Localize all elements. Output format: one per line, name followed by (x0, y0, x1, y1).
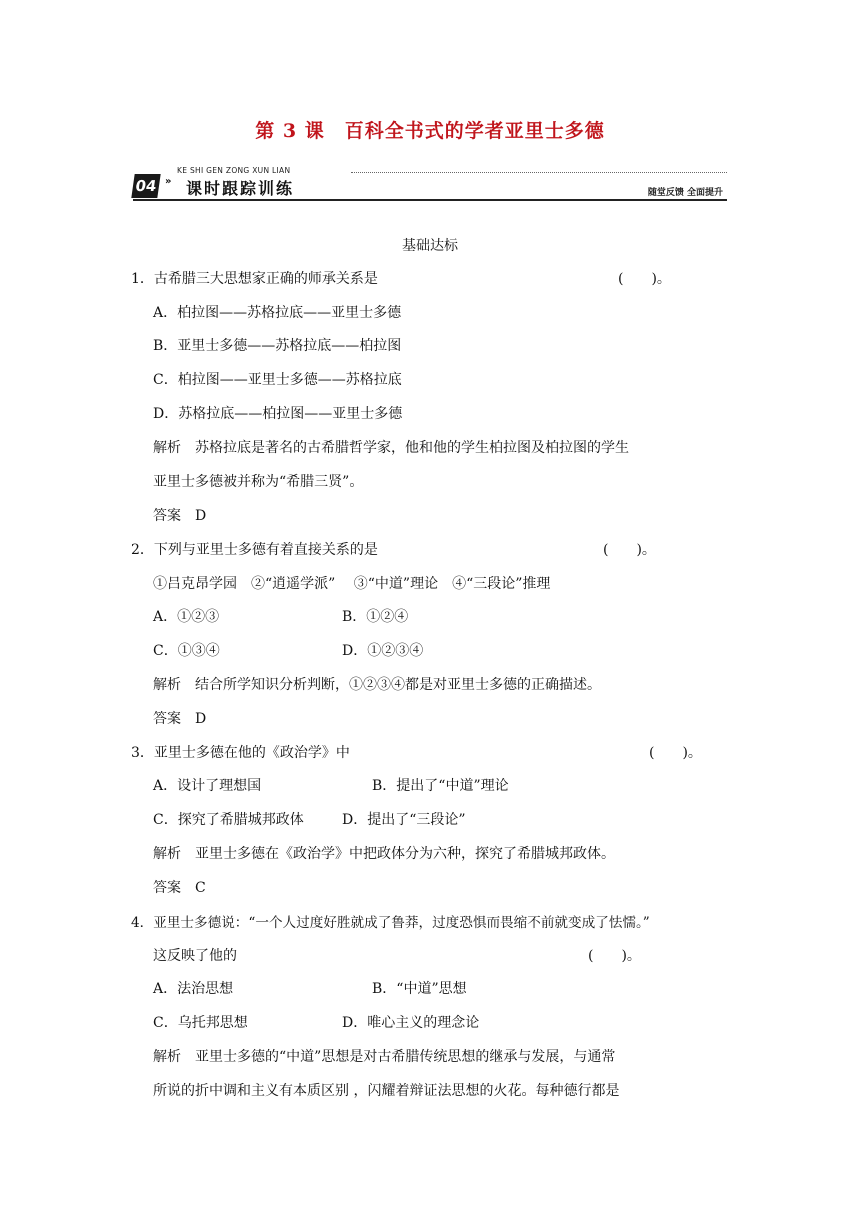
question-2-option-b: B．①②④ (342, 609, 409, 625)
banner-slogan: 随堂反馈 全面提升 (647, 188, 723, 198)
question-1-stem: 1．古希腊三大思想家正确的师承关系是 (131, 271, 378, 287)
question-3-stem: 3．亚里士多德在他的《政治学》中 (131, 745, 350, 761)
banner-rule (133, 199, 727, 201)
question-3-option-a: A．设计了理想国 (153, 778, 262, 794)
banner-pinyin: KE SHI GEN ZONG XUN LIAN (177, 166, 291, 175)
question-1-option-d: D．苏格拉底——柏拉图——亚里士多德 (153, 406, 403, 422)
question-4-option-a: A．法治思想 (153, 981, 234, 997)
question-4-stem: 4．亚里士多德说：“一个人过度好胜就成了鲁莽，过度恐惧而畏缩不前就变成了怯懦。” (131, 915, 650, 931)
question-2-option-a: A．①②③ (153, 609, 220, 625)
question-2-stem: 2．下列与亚里士多德有着直接关系的是 (131, 542, 378, 558)
section-banner (133, 166, 727, 202)
question-3-option-b: B．提出了“中道”理论 (372, 778, 509, 794)
question-1-answer-bracket: ( )。 (618, 271, 671, 287)
banner-number: 04 (131, 174, 160, 198)
question-1-option-a: A．柏拉图——苏格拉底——亚里士多德 (153, 305, 402, 321)
question-4-option-d: D．唯心主义的理念论 (342, 1015, 480, 1031)
question-2-items: ①吕克昂学园 ②“逍遥学派” ③“中道”理论 ④“三段论”推理 (153, 576, 551, 592)
question-4-stem-continued: 这反映了他的 (153, 948, 237, 964)
page-title: 第 3 课 百科全书式的学者亚里士多德 (255, 120, 605, 142)
question-1-answer: 答案 D (153, 508, 207, 524)
question-1-option-b: B．亚里士多德——苏格拉底——柏拉图 (153, 338, 402, 354)
question-1-analysis-line-2: 亚里士多德被并称为“希腊三贤”。 (153, 474, 364, 490)
question-4-analysis-line-2: 所说的折中调和主义有本质区别 ，闪耀着辩证法思想的火花。每种德行都是 (153, 1083, 620, 1099)
question-2-option-c: C．①③④ (153, 643, 220, 659)
double-chevron-icon: » (165, 176, 172, 187)
banner-dotted-rule (351, 172, 727, 173)
section-title: 基础达标 (402, 238, 458, 254)
question-4-analysis-line-1: 解析 亚里士多德的“中道”思想是对古希腊传统思想的继承与发展，与通常 (153, 1049, 616, 1065)
question-3-option-d: D．提出了“三段论” (342, 812, 466, 828)
banner-label: 课时跟踪训练 (186, 179, 295, 198)
question-2-analysis: 解析 结合所学知识分析判断，①②③④都是对亚里士多德的正确描述。 (153, 677, 601, 693)
question-3-analysis: 解析 亚里士多德在《政治学》中把政体分为六种，探究了希腊城邦政体。 (153, 846, 615, 862)
question-4-answer-bracket: ( )。 (588, 948, 641, 964)
question-3-answer: 答案 C (153, 880, 206, 896)
question-1-option-c: C．柏拉图——亚里士多德——苏格拉底 (153, 372, 402, 388)
question-4-option-b: B．“中道”思想 (372, 981, 467, 997)
question-1-analysis-line-1: 解析 苏格拉底是著名的古希腊哲学家，他和他的学生柏拉图及柏拉图的学生 (153, 440, 629, 456)
question-2-answer-bracket: ( )。 (603, 542, 656, 558)
question-2-option-d: D．①②③④ (342, 643, 424, 659)
question-3-answer-bracket: ( )。 (649, 745, 702, 761)
question-3-option-c: C．探究了希腊城邦政体 (153, 812, 304, 828)
question-2-answer: 答案 D (153, 711, 207, 727)
question-4-option-c: C．乌托邦思想 (153, 1015, 248, 1031)
